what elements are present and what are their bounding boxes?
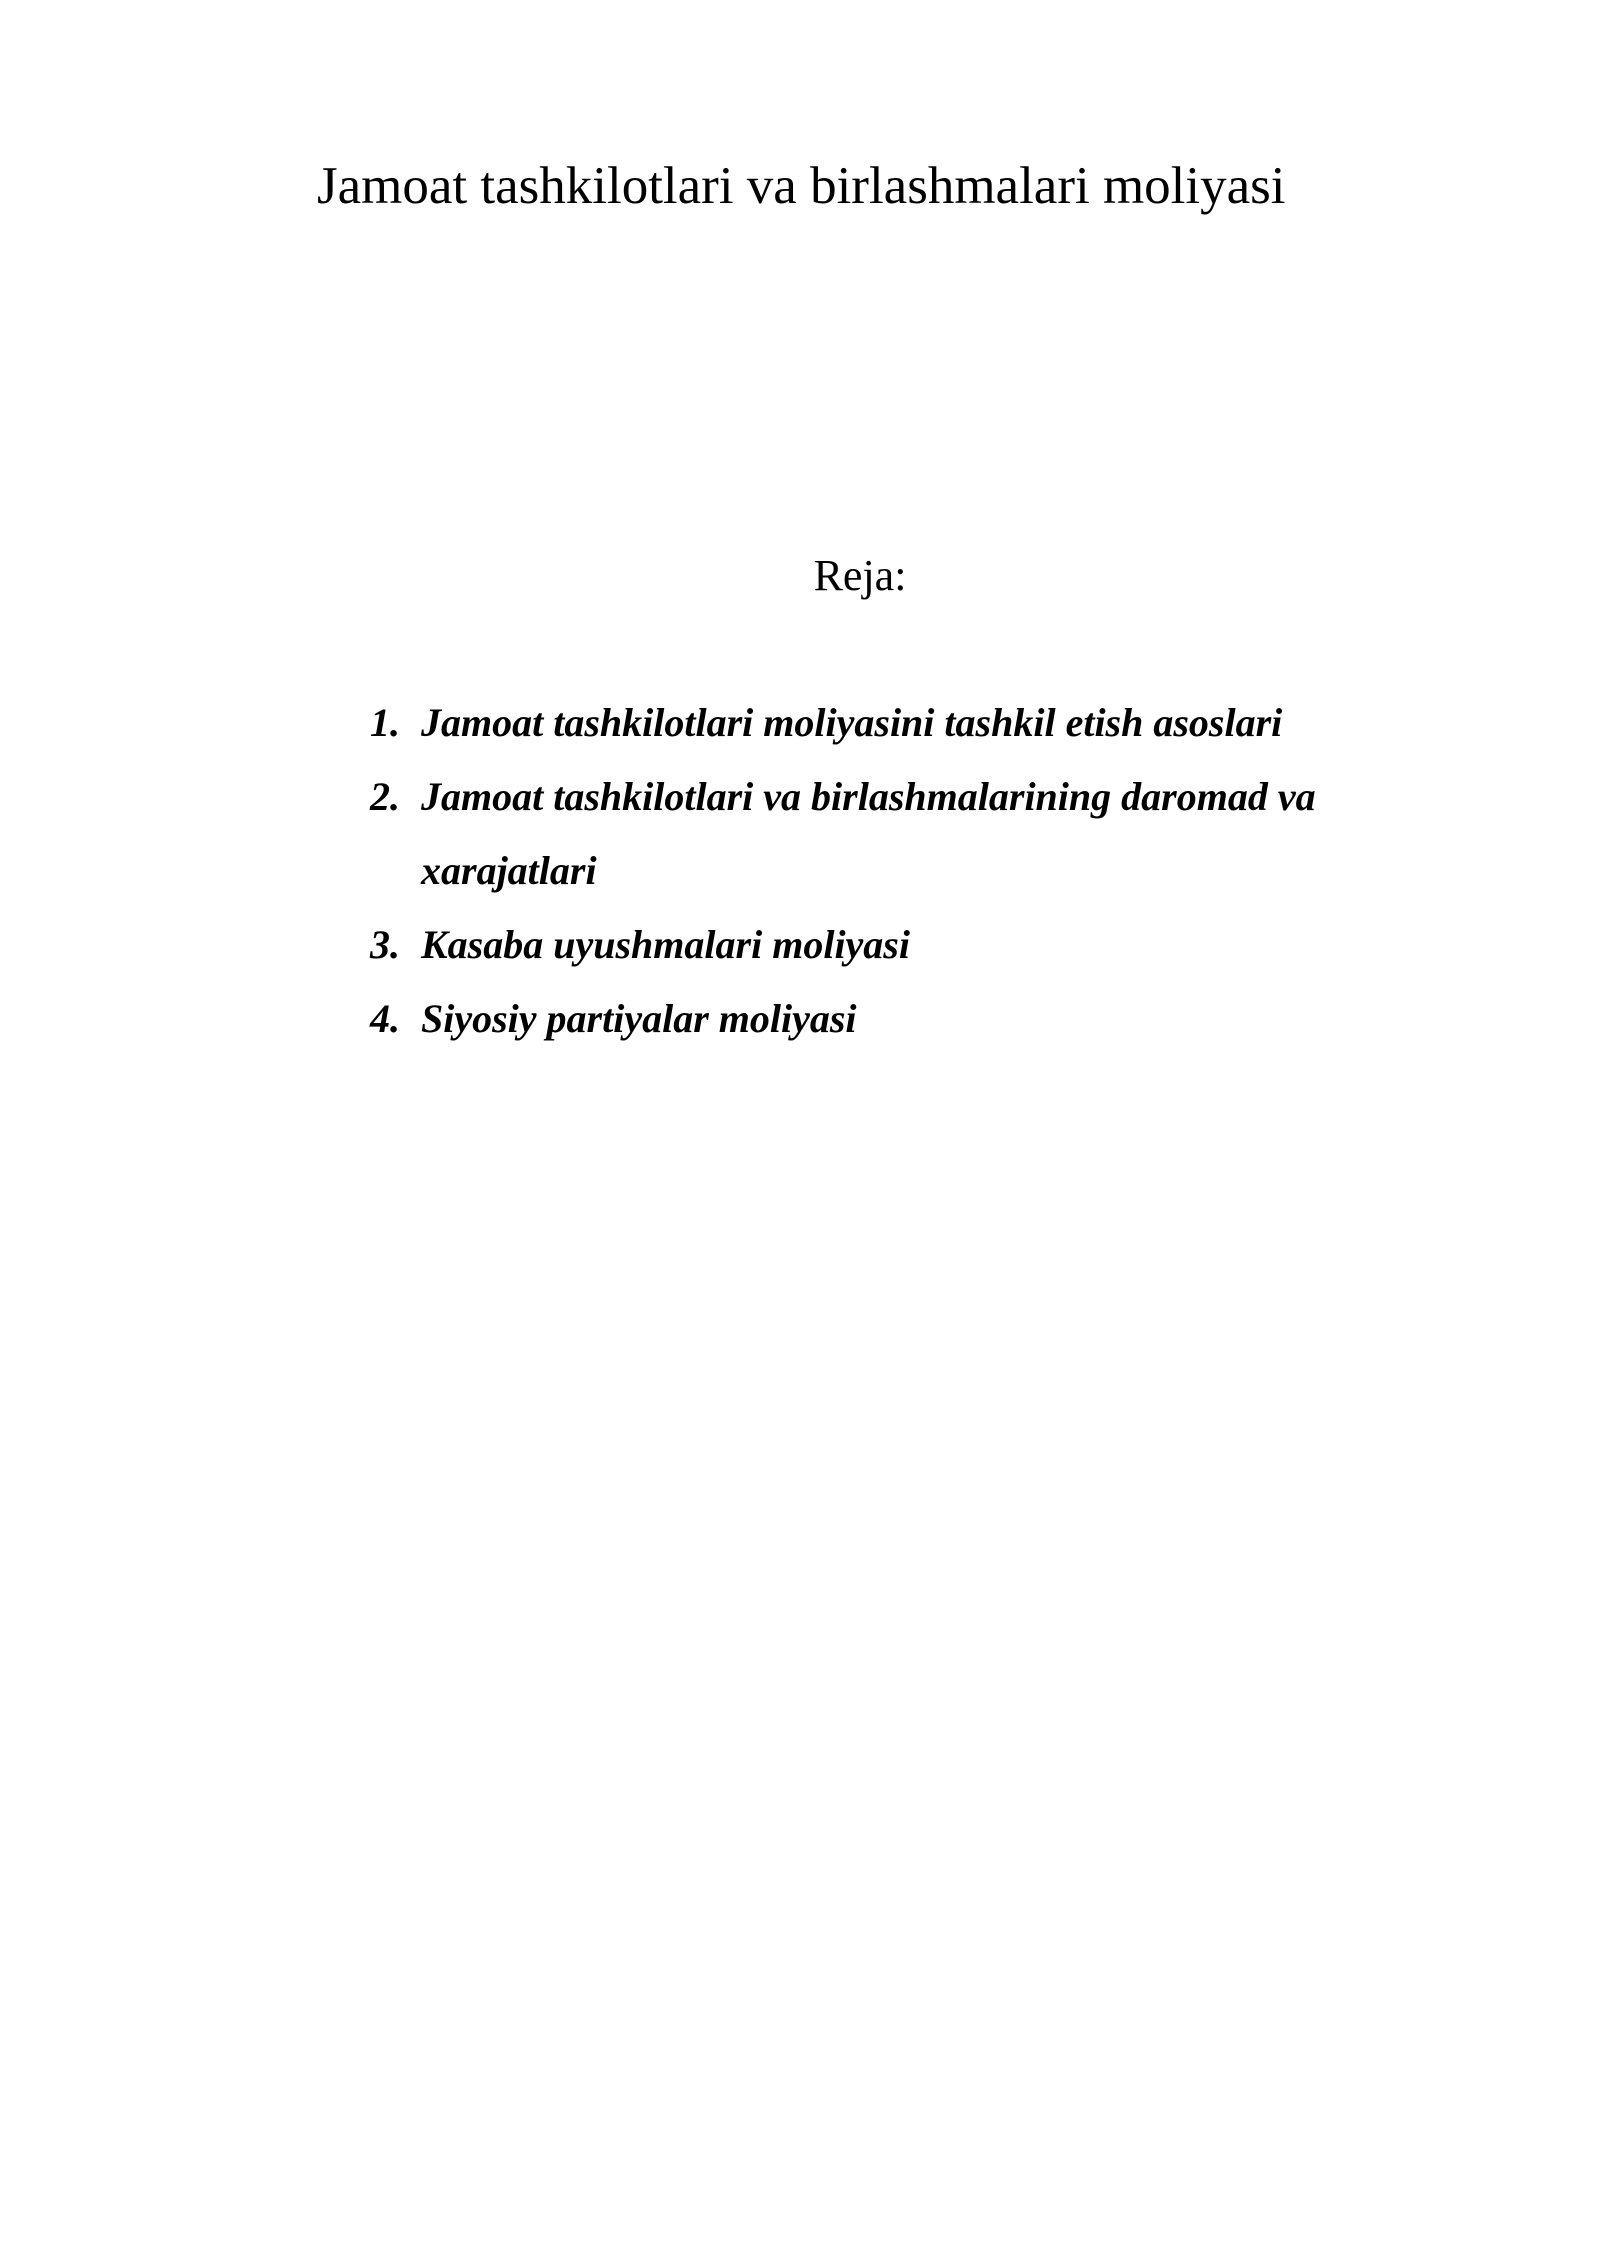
plan-item-number: 3. (370, 922, 400, 967)
plan-item (370, 982, 1430, 1056)
plan-item-text: Jamoat tashkilotlari moliyasini tashkil etish asoslari (421, 700, 1283, 745)
plan-item-text: Kasaba uyushmalari moliyasi (421, 922, 910, 967)
plan-item (370, 760, 1430, 908)
plan-item-number: 4. (370, 996, 400, 1041)
plan-heading: Reja: (813, 551, 907, 600)
plan-item-number: 1. (370, 700, 400, 745)
plan-item-text: Jamoat tashkilotlari va birlashmalarining daromad va xarajatlari (421, 774, 1316, 893)
plan-item-text: Siyosiy partiyalar moliyasi (421, 996, 857, 1041)
plan-list (370, 686, 1430, 1056)
plan-item (370, 686, 1430, 760)
plan-item (370, 908, 1430, 982)
plan-item-number: 2. (370, 774, 400, 819)
document-title: Jamoat tashkilotlari va birlashmalari moliyasi (317, 157, 1286, 215)
